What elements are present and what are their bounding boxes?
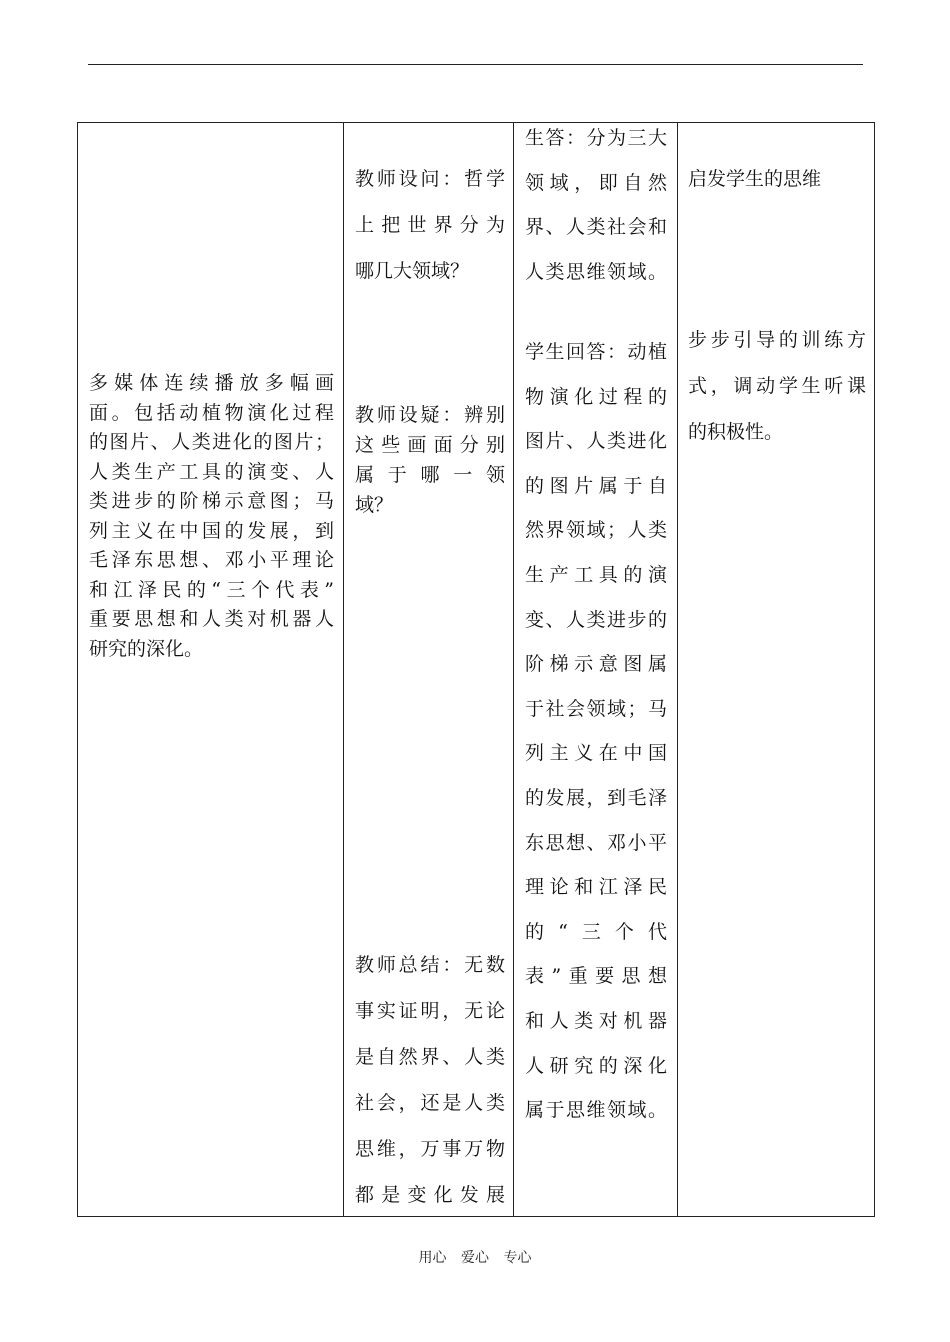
column-divider-2 — [513, 122, 514, 1217]
text-line: 多媒体连续播放多幅画 — [89, 372, 334, 394]
text-line: 学生回答：动植 — [525, 341, 667, 363]
text-line: 属于思维领域。 — [525, 1099, 667, 1122]
text-line: 生产工具的演 — [525, 563, 667, 586]
text-line: 步步引导的训练方 — [688, 329, 866, 351]
design-intent-1 — [688, 156, 868, 202]
text-line: 都是变化发展 — [355, 1184, 505, 1206]
teacher-question — [355, 156, 505, 294]
column-divider-1 — [343, 122, 344, 1217]
text-line: 上把世界分为 — [355, 214, 505, 236]
text-line: 教师设问：哲学 — [355, 168, 505, 190]
text-line: 领域，即自然 — [525, 171, 667, 194]
text-line: 这些画面分别 — [355, 434, 505, 456]
design-intent-2 — [688, 317, 868, 455]
text-line: 是自然界、人类 — [355, 1046, 505, 1068]
teacher-summary — [355, 942, 505, 1218]
student-reply — [525, 330, 667, 1133]
teacher-inquiry — [355, 400, 505, 520]
text-line: 的图片、人类进化的图片； — [89, 431, 334, 453]
student-answer — [525, 116, 667, 294]
text-line: 思维，万事万物 — [355, 1138, 505, 1160]
text-line: 人类生产工具的演变、人 — [89, 460, 334, 483]
text-line: 和江泽民的“三个代表” — [89, 578, 334, 601]
text-line: 于社会领域；马 — [525, 697, 667, 720]
text-line: 阶梯示意图属 — [525, 653, 667, 676]
text-line: 哪几大领域？ — [355, 260, 470, 282]
text-line: 类进步的阶梯示意图；马 — [89, 490, 334, 512]
text-line: 式，调动学生听课 — [688, 375, 866, 397]
text-line: 的“三个代 — [525, 920, 667, 943]
text-line: 启发学生的思维 — [688, 168, 822, 190]
text-line: 研究的深化。 — [89, 637, 204, 660]
text-line: 理论和江泽民 — [525, 876, 667, 899]
text-line: 和人类对机器 — [525, 1009, 667, 1032]
text-line: 的图片属于自 — [525, 474, 667, 497]
text-line: 面。包括动植物演化过程 — [89, 401, 334, 424]
text-line: 教师设疑：辨别 — [355, 404, 505, 426]
text-line: 的发展，到毛泽 — [525, 786, 667, 809]
text-line: 人类思维领域。 — [525, 260, 667, 283]
text-line: 图片、人类进化 — [525, 430, 667, 453]
text-line: 的积极性。 — [688, 421, 784, 443]
column-divider-3 — [677, 122, 678, 1217]
multimedia-description — [89, 369, 334, 664]
text-line: 变、人类进步的 — [525, 608, 667, 631]
text-line: 东思想、邓小平 — [525, 831, 667, 854]
text-line: 列主义在中国 — [525, 742, 667, 765]
text-line: 属于哪一领 — [355, 464, 505, 486]
text-line: 人研究的深化 — [525, 1054, 667, 1077]
text-line: 表”重要思想 — [525, 965, 667, 988]
text-line: 毛泽东思想、邓小平理论 — [89, 549, 334, 571]
text-line: 然界领域；人类 — [525, 519, 667, 542]
text-line: 界、人类社会和 — [525, 216, 667, 239]
text-line: 重要思想和人类对机器人 — [89, 608, 334, 630]
page-footer: 用心 爱心 专心 — [418, 1250, 532, 1266]
text-line: 域？ — [355, 494, 394, 516]
text-line: 社会，还是人类 — [355, 1092, 505, 1114]
text-line: 生答：分为三大 — [525, 127, 667, 149]
text-line: 事实证明，无论 — [355, 1000, 505, 1022]
header-rule — [88, 64, 863, 65]
text-line: 物演化过程的 — [525, 385, 667, 408]
text-line: 列主义在中国的发展，到 — [89, 519, 334, 542]
text-line: 教师总结：无数 — [355, 954, 505, 976]
